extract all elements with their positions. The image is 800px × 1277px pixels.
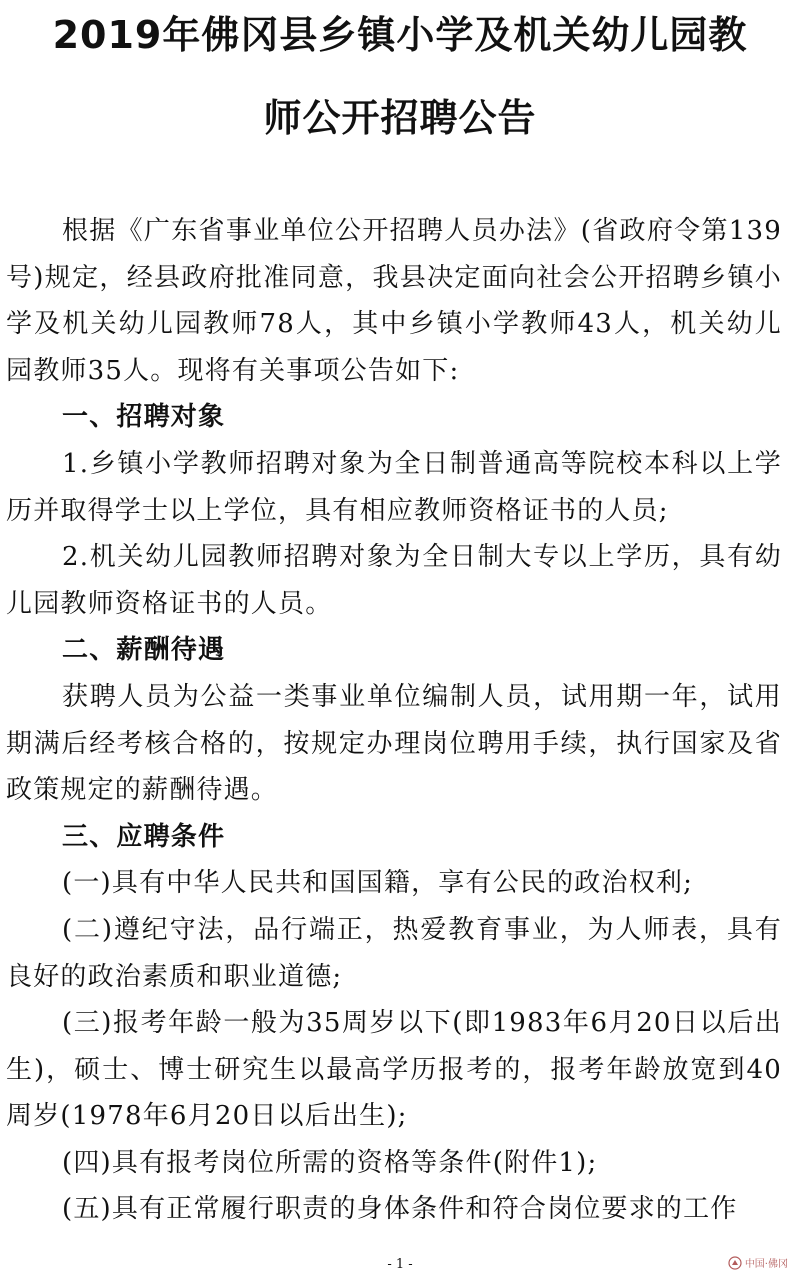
paragraph-condition-1: (一)具有中华人民共和国国籍，享有公民的政治权利; [62,868,694,899]
section-heading-salary: 二、薪酬待遇 [62,635,226,666]
intro-paragraph: 根据《广东省事业单位公开招聘人员办法》(省政府令第139号)规定，经县政府批准同意，我县决定面向社会公开招聘乡镇小学及机关幼儿园教师78人，其中乡镇小学教师43人，机关幼儿园教师35人。现将有关事项公告如下: [6,216,782,386]
watermark-logo-icon [728,1256,742,1270]
section-heading-conditions: 三、应聘条件 [62,821,226,852]
page-title-line-1: 2019年佛冈县乡镇小学及机关幼儿园教 [52,13,748,57]
paragraph-target-kindergarten: 2.机关幼儿园教师招聘对象为全日制大专以上学历，具有幼儿园教师资格证书的人员。 [6,542,782,619]
page-number: - 1 - [387,1257,413,1272]
paragraph-condition-2: (二)遵纪守法，品行端正，热爱教育事业，为人师表，具有良好的政治素质和职业道德; [6,914,782,992]
paragraph-target-primary: 1.乡镇小学教师招聘对象为全日制普通高等院校本科以上学历并取得学士以上学位，具有相应教师资格证书的人员; [6,448,782,526]
paragraph-condition-3: (三)报考年龄一般为35周岁以下(即1983年6月20日以后出生)，硕士、博士研究生以最高学历报考的，报考年龄放宽到40周岁(1978年6月20日以后出生); [6,1008,782,1132]
watermark [728,1255,788,1270]
watermark-text: 中国·佛冈 [744,1259,788,1270]
page-title-line-2: 师公开招聘公告 [263,96,537,140]
section-heading-recruitment-targets: 一、招聘对象 [62,402,226,433]
paragraph-salary: 获聘人员为公益一类事业单位编制人员，试用期一年，试用期满后经考核合格的，按规定办理岗位聘用手续，执行国家及省政策规定的薪酬待遇。 [6,681,782,806]
paragraph-condition-4: (四)具有报考岗位所需的资格等条件(附件1); [62,1147,598,1178]
document-body [6,208,782,1233]
paragraph-condition-5: (五)具有正常履行职责的身体条件和符合岗位要求的工作 [62,1194,738,1225]
